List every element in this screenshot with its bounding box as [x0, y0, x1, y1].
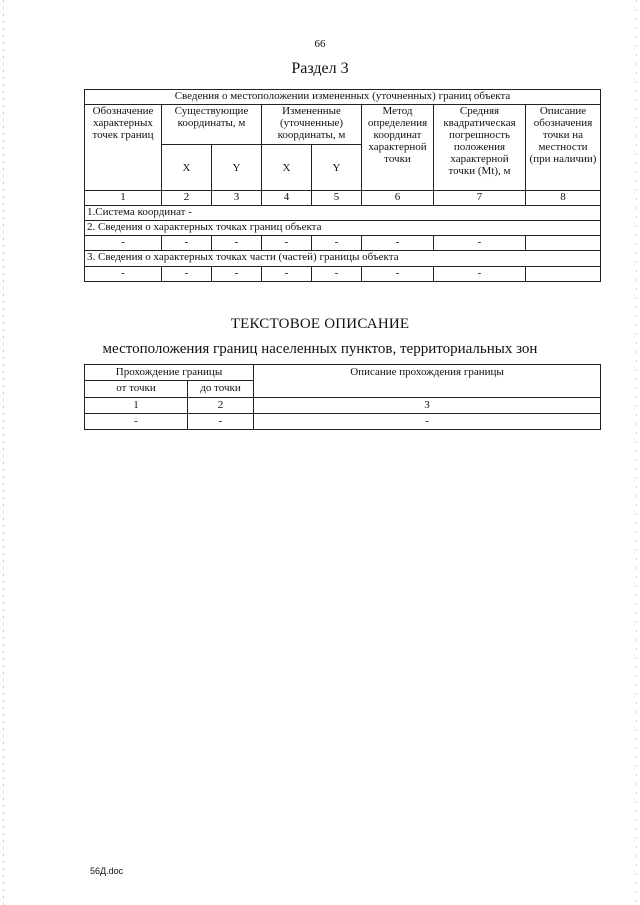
- column-number: 6: [362, 191, 434, 206]
- table-cell: -: [212, 267, 262, 282]
- table-cell: -: [162, 236, 212, 251]
- scan-edge-right: [636, 0, 637, 905]
- column-number: 1: [85, 398, 188, 414]
- column-number: 2: [162, 191, 212, 206]
- table-cell: -: [434, 236, 526, 251]
- text-description-subheading: местоположения границ населенных пунктов, территориальных зон: [102, 341, 538, 357]
- header-passage-description: Описание прохождения границы: [254, 365, 601, 398]
- table-cell: -: [85, 236, 162, 251]
- column-number: 7: [434, 191, 526, 206]
- header-to-point: до точки: [188, 381, 254, 398]
- table-cell: -: [162, 267, 212, 282]
- column-number: 4: [262, 191, 312, 206]
- header-existing-coordinates: Существующие координаты, м: [162, 105, 262, 145]
- column-number: 3: [254, 398, 601, 414]
- table-cell: -: [262, 267, 312, 282]
- section-boundary-points: 2. Сведения о характерных точках границ объекта: [85, 221, 601, 236]
- boundary-points-table: [84, 89, 601, 282]
- table-cell: -: [362, 236, 434, 251]
- column-number: 2: [188, 398, 254, 414]
- section-coordinate-system: 1.Система координат -: [85, 206, 601, 221]
- table-cell: -: [188, 414, 254, 430]
- table-cell: -: [262, 236, 312, 251]
- column-number: 3: [212, 191, 262, 206]
- scan-edge-left: [3, 0, 4, 905]
- header-point-designation: Обозначение характерных точек границ: [85, 105, 162, 191]
- section-part-boundary-points: 3. Сведения о характерных точках части (частей) границы объекта: [85, 251, 601, 267]
- header-method: Метод определения координат характерной точки: [362, 105, 434, 191]
- header-y-changed: Y: [312, 145, 362, 191]
- header-boundary-passage: Прохождение границы: [85, 365, 254, 381]
- column-number: 5: [312, 191, 362, 206]
- table-cell: -: [312, 236, 362, 251]
- header-changed-coordinates: Измененные (уточненные) координаты, м: [262, 105, 362, 145]
- header-from-point: от точки: [85, 381, 188, 398]
- column-number: 8: [526, 191, 601, 206]
- header-description: Описание обозначения точки на местности (при наличии): [526, 105, 601, 191]
- page-number: 66: [314, 38, 326, 50]
- table-cell: -: [362, 267, 434, 282]
- table1-caption: Сведения о местоположении измененных (уточненных) границ объекта: [85, 90, 601, 105]
- column-number: 1: [85, 191, 162, 206]
- table-cell: [526, 236, 601, 251]
- text-description-heading: ТЕКСТОВОЕ ОПИСАНИЕ: [230, 316, 410, 332]
- table-cell: -: [85, 267, 162, 282]
- boundary-description-table: [84, 364, 601, 430]
- header-accuracy: Средняя квадратическая погрешность положения характерной точки (Mt), м: [434, 105, 526, 191]
- table-cell: -: [434, 267, 526, 282]
- section-title: Раздел 3: [291, 60, 349, 77]
- table-cell: -: [312, 267, 362, 282]
- table-cell: [526, 267, 601, 282]
- table-cell: -: [212, 236, 262, 251]
- header-x-changed: X: [262, 145, 312, 191]
- table-cell: -: [254, 414, 601, 430]
- header-x-existing: X: [162, 145, 212, 191]
- header-y-existing: Y: [212, 145, 262, 191]
- table-cell: -: [85, 414, 188, 430]
- footer-filename: 56Д.doc: [90, 866, 124, 876]
